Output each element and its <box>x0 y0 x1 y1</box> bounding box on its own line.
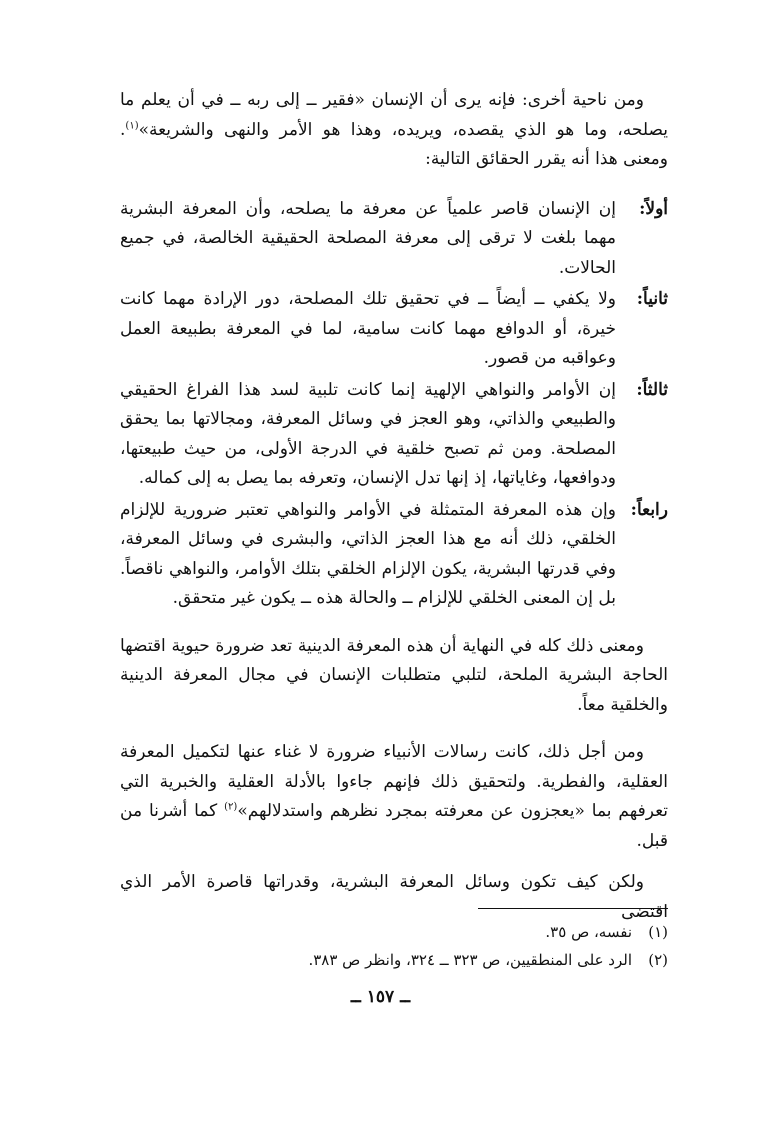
paragraph-conclusion: ومعنى ذلك كله في النهاية أن هذه المعرفة الدينية تعد ضرورة حيوية اقتضها الحاجة البشرية الملحة، لتلبي متطلبات الإنسان في مجال المعرفة الدينية والخلقية معاً. <box>120 635 668 715</box>
footnote-item <box>120 946 668 974</box>
paragraph-prophets <box>120 738 668 856</box>
point-label: أولاً: <box>639 198 668 219</box>
footnote-number: (١) <box>648 923 668 941</box>
point-text: ولا يكفي ــ أيضاً ــ في تحقيق تلك المصلحة، دور الإرادة مهما كانت خيرة، أو الدوافع مهما كانت سامية، لما في المعرفة بطبيعة العمل وعواقبه من قصور. <box>120 289 616 368</box>
paragraph-prophets-continuation: كما أشرنا من قبل. <box>120 801 668 851</box>
page-number: ــ ١٥٧ ــ <box>350 987 411 1007</box>
point-first <box>120 195 668 284</box>
point-label: ثانياً: <box>636 289 668 309</box>
intro-paragraph <box>120 86 668 175</box>
intro-text: ومن ناحية أخرى: فإنه يرى أن الإنسان «فقير ــ إلى ربه ــ في أن يعلم ما يصلحه، وما هو الذي يقصده، ويريده، وهذا هو الأمر والنهى والشريعة» <box>120 90 668 140</box>
point-third <box>120 376 668 494</box>
footnote-ref-2[interactable]: (٢) <box>224 801 238 813</box>
paragraph-prophets-text: ومن أجل ذلك، كانت رسالات الأنبياء ضرورة لا غناء عنها لتكميل المعرفة العقلية، والفطرية. ولتحقيق ذلك فإنهم جاءوا بالأدلة العقلية والخبرية التي تعرفهم بما «يعجزون عن معرفته بمجرد نظرهم واستدلالهم» <box>120 742 669 821</box>
footnote-text: نفسه، ص ٣٥. <box>545 923 632 941</box>
page-body <box>120 86 668 927</box>
footnote-number: (٢) <box>648 951 668 969</box>
numbered-points <box>120 195 668 614</box>
point-label: ثالثاً: <box>636 379 668 400</box>
paragraph-question: ولكن كيف تكون وسائل المعرفة البشرية، وقدراتها قاصرة الأمر الذي اقتضى <box>120 872 668 922</box>
point-text: إن الأوامر والنواهي الإلهية إنما كانت تلبية لسد هذا الفراغ الحقيقي والطبيعي والذاتي، وهو العجز في وسائل المعرفة، ومجالاتها بما يحقق المصلحة. ومن ثم تصبح خلقية في الدرجة الأولى، من حيث طبيعتها، ودوافعها، وغاياتها، إذ إنها تدل الإنسان، وتعرفه بما يصل به إلى كماله. <box>120 379 616 488</box>
point-text: وإن هذه المعرفة المتمثلة في الأوامر والنواهي تعتبر ضرورية للإلزام الخلقي، ذلك أنه مع هذا العجز الذاتي، والبشرى في وسائل المعرفة، وفي قدرتها البشرية، يكون الإلزام الخلقي بتلك الأوامر، والنواهي ناقصاً. بل إن المعنى الخلقي للإلزام ــ والحالة هذه ــ يكون غير متحقق. <box>120 499 616 608</box>
footnote-text: الرد على المنطقيين، ص ٣٢٣ ــ ٣٢٤، وانظر ص ٣٨٣. <box>308 951 632 969</box>
point-label: رابعاً: <box>630 499 668 520</box>
footnote-item <box>120 918 668 946</box>
point-second <box>120 285 668 374</box>
footnotes <box>120 918 668 974</box>
intro-continuation: . ومعنى هذا أنه يقرر الحقائق التالية: <box>120 119 668 169</box>
point-text: إن الإنسان قاصر علمياً عن معرفة ما يصلحه، وأن المعرفة البشرية مهما بلغت لا ترقى إلى معرفة المصلحة الحقيقية الخالصة، في جميع الحالات. <box>120 198 616 278</box>
footnote-divider <box>478 908 668 909</box>
footnote-ref-1[interactable]: (١) <box>125 119 139 131</box>
point-fourth <box>120 496 668 614</box>
